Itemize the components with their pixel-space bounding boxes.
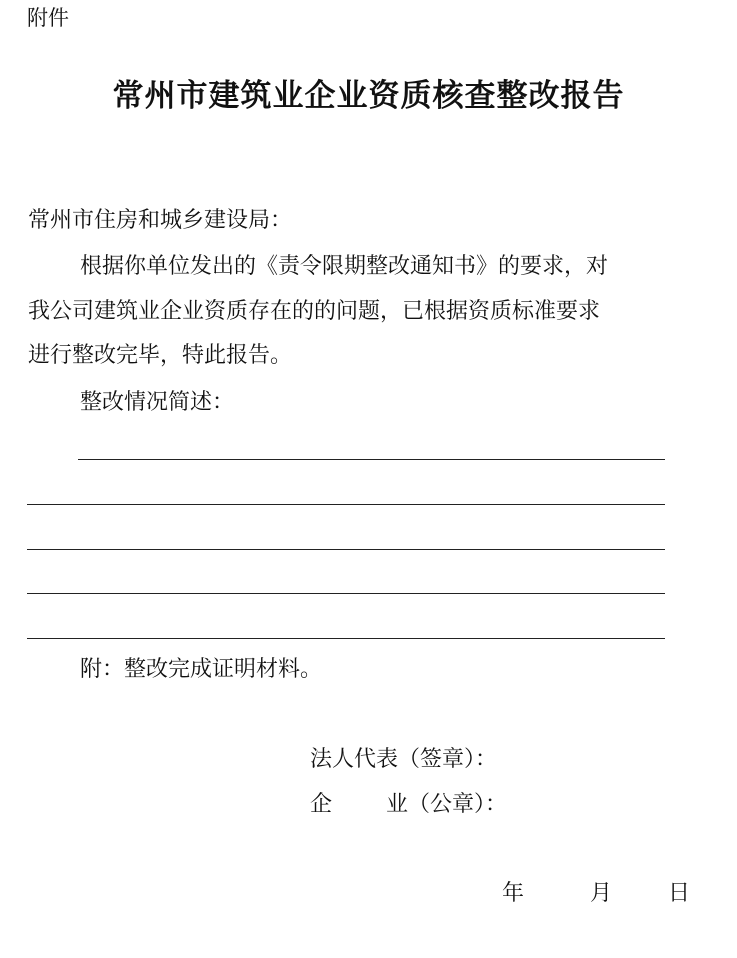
summary-blank-line-5[interactable]: [27, 638, 665, 639]
appendix-line: 附：整改完成证明材料。: [80, 657, 323, 682]
summary-blank-line-4[interactable]: [27, 593, 665, 594]
legal-representative-signature: 法人代表（签章）：: [310, 747, 498, 772]
summary-blank-line-1[interactable]: [78, 459, 665, 460]
summary-blank-line-2[interactable]: [27, 504, 665, 505]
summary-blank-line-3[interactable]: [27, 549, 665, 550]
body-paragraph-line-1: 根据你单位发出的《责令限期整改通知书》的要求，对: [80, 254, 609, 279]
body-paragraph-line-2: 我公司建筑业企业资质存在的的问题，已根据资质标准要求: [28, 299, 601, 324]
date-day: 日: [668, 881, 691, 906]
enterprise-seal-line: [310, 790, 507, 820]
attachment-label: 附件: [27, 6, 69, 30]
enterprise-char-2: 业: [386, 792, 409, 817]
date-month: 月: [590, 881, 613, 906]
document-title: 常州市建筑业企业资质核查整改报告: [112, 78, 625, 114]
enterprise-char-1: 企: [310, 792, 333, 817]
recipient-line: 常州市住房和城乡建设局：: [28, 208, 293, 233]
summary-label: 整改情况简述：: [80, 390, 235, 415]
date-year: 年: [502, 881, 525, 906]
body-paragraph-line-3: 进行整改完毕，特此报告。: [28, 343, 293, 368]
enterprise-seal-suffix: （公章）：: [408, 792, 508, 817]
